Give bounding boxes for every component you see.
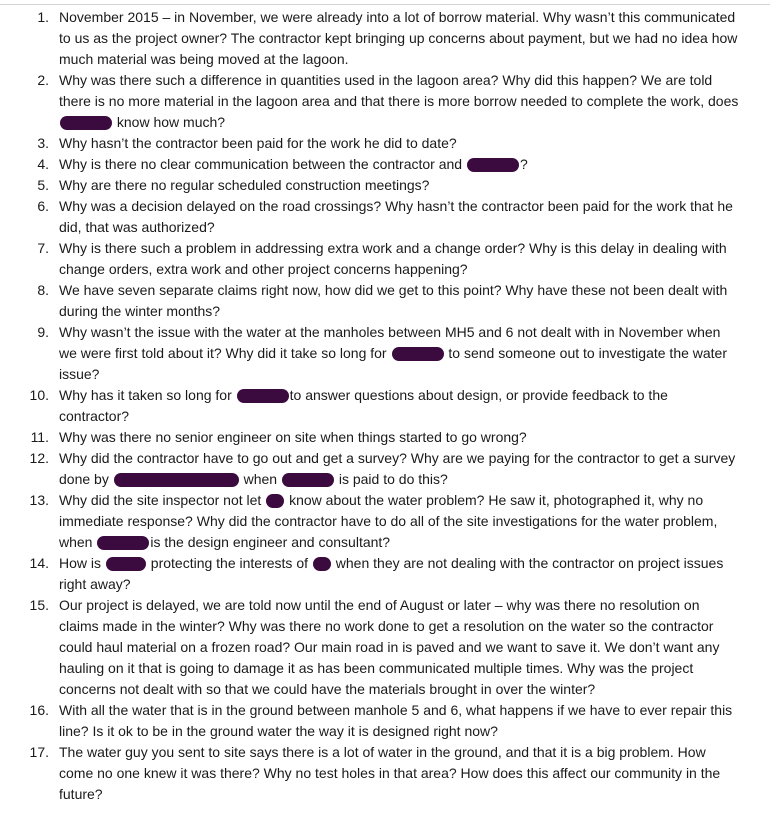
- item-number: 9.: [37, 324, 49, 340]
- list-item-7: [0, 238, 770, 280]
- item-number: 10.: [29, 387, 49, 403]
- list-item-2: [0, 70, 770, 133]
- item-text: Our project is delayed, we are told now until the end of August or later – why was there no resolution on claims made in the winter? Why was there no work done to get a resolution on the water so the contractor could haul material on a frozen road? Our main road in is paved and we want to save it. We don’t want any hauling on it that is going to damage it as has been communicated multiple times. Why was the project concerns not dealt with so that we could have the materials brought in over the winter?: [59, 597, 720, 697]
- item-text: Why was a decision delayed on the road crossings? Why hasn’t the contractor been paid for the work that he did, that was authorized?: [59, 198, 733, 235]
- item-text: Why wasn’t the issue with the water at the manholes between MH5 and 6 not dealt with in November when we were first told about it? Why did it take so long for: [59, 324, 721, 361]
- item-text: Why was there such a difference in quantities used in the lagoon area? Why did this happen? We are told there is no more material in the lagoon area and that there is more borrow needed to complete the work, does: [59, 72, 739, 109]
- item-text: to answer questions about design, or provide feedback to the contractor?: [59, 387, 668, 424]
- item-text: is paid to do this?: [334, 471, 448, 487]
- item-text: With all the water that is in the ground between manhole 5 and 6, what happens if we have to ever repair this line? Is it ok to be in the ground water the way it is designed right now?: [59, 702, 733, 739]
- list-item-12: [0, 448, 770, 490]
- item-text: How is: [59, 555, 105, 571]
- item-text: We have seven separate claims right now, how did we get to this point? Why have these not been dealt with during the winter months?: [59, 282, 728, 319]
- page-top-edge: [0, 0, 770, 5]
- list-item-16: [0, 700, 770, 742]
- item-text: November 2015 – in November, we were already into a lot of borrow material. Why wasn’t this communicated to us as the project owner? The contractor kept bringing up concerns about payment, but we had no idea how much material was being moved at the lagoon.: [59, 9, 738, 67]
- item-number: 12.: [29, 450, 49, 466]
- redaction-mark: [282, 473, 334, 487]
- item-text: Why hasn’t the contractor been paid for the work he did to date?: [59, 135, 457, 151]
- item-number: 6.: [37, 198, 49, 214]
- item-text: protecting the interests of: [146, 555, 312, 571]
- item-text: when: [239, 471, 281, 487]
- item-text: know about the water problem? He saw it, photographed it, why no immediate response? Why did the contractor have to do all of the site investigations for the water problem, when: [59, 492, 718, 550]
- list-item-10: [0, 385, 770, 427]
- list-item-15: [0, 595, 770, 700]
- redaction-mark: [106, 557, 146, 571]
- item-text: Why did the site inspector not let: [59, 492, 266, 508]
- item-text: to send someone out to investigate the water issue?: [59, 345, 728, 382]
- question-list: [0, 7, 770, 805]
- list-item-14: [0, 553, 770, 595]
- item-number: 17.: [29, 744, 49, 760]
- list-item-1: [0, 7, 770, 70]
- redaction-mark: [266, 494, 284, 508]
- item-text: know how much?: [113, 114, 226, 130]
- redaction-mark: [467, 158, 519, 172]
- list-item-6: [0, 196, 770, 238]
- redaction-mark: [237, 389, 289, 403]
- item-text: Why was there no senior engineer on site when things started to go wrong?: [59, 429, 527, 445]
- item-number: 5.: [37, 177, 49, 193]
- item-text: when they are not dealing with the contractor on project issues right away?: [59, 555, 724, 592]
- redaction-mark: [313, 557, 331, 571]
- item-number: 7.: [37, 240, 49, 256]
- item-number: 3.: [37, 135, 49, 151]
- item-text: ?: [519, 156, 528, 172]
- list-item-11: [0, 427, 770, 448]
- item-number: 13.: [29, 492, 49, 508]
- item-text: Why are there no regular scheduled construction meetings?: [59, 177, 430, 193]
- item-number: 1.: [37, 9, 49, 25]
- list-item-13: [0, 490, 770, 553]
- list-item-4: [0, 154, 770, 175]
- redaction-mark: [392, 347, 444, 361]
- item-number: 11.: [30, 429, 49, 445]
- list-item-5: [0, 175, 770, 196]
- item-number: 15.: [29, 597, 49, 613]
- item-number: 14.: [29, 555, 49, 571]
- item-number: 2.: [37, 72, 49, 88]
- redaction-mark: [60, 116, 112, 130]
- redaction-mark: [114, 473, 239, 487]
- item-number: 4.: [37, 156, 49, 172]
- item-text: The water guy you sent to site says there is a lot of water in the ground, and that it is a big problem. How come no one knew it was there? Why no test holes in that area? How does this affect our community in the future?: [59, 744, 721, 802]
- item-text: is the design engineer and consultant?: [150, 534, 391, 550]
- item-text: Why is there no clear communication between the contractor and: [59, 156, 466, 172]
- item-number: 8.: [37, 282, 49, 298]
- list-item-8: [0, 280, 770, 322]
- list-item-3: [0, 133, 770, 154]
- item-text: Why has it taken so long for: [59, 387, 236, 403]
- list-item-17: [0, 742, 770, 805]
- redaction-mark: [97, 536, 149, 550]
- item-text: Why did the contractor have to go out and get a survey? Why are we paying for the contractor to get a survey done by: [59, 450, 736, 487]
- list-item-9: [0, 322, 770, 385]
- item-text: Why is there such a problem in addressing extra work and a change order? Why is this delay in dealing with change orders, extra work and other project concerns happening?: [59, 240, 727, 277]
- item-number: 16.: [29, 702, 49, 718]
